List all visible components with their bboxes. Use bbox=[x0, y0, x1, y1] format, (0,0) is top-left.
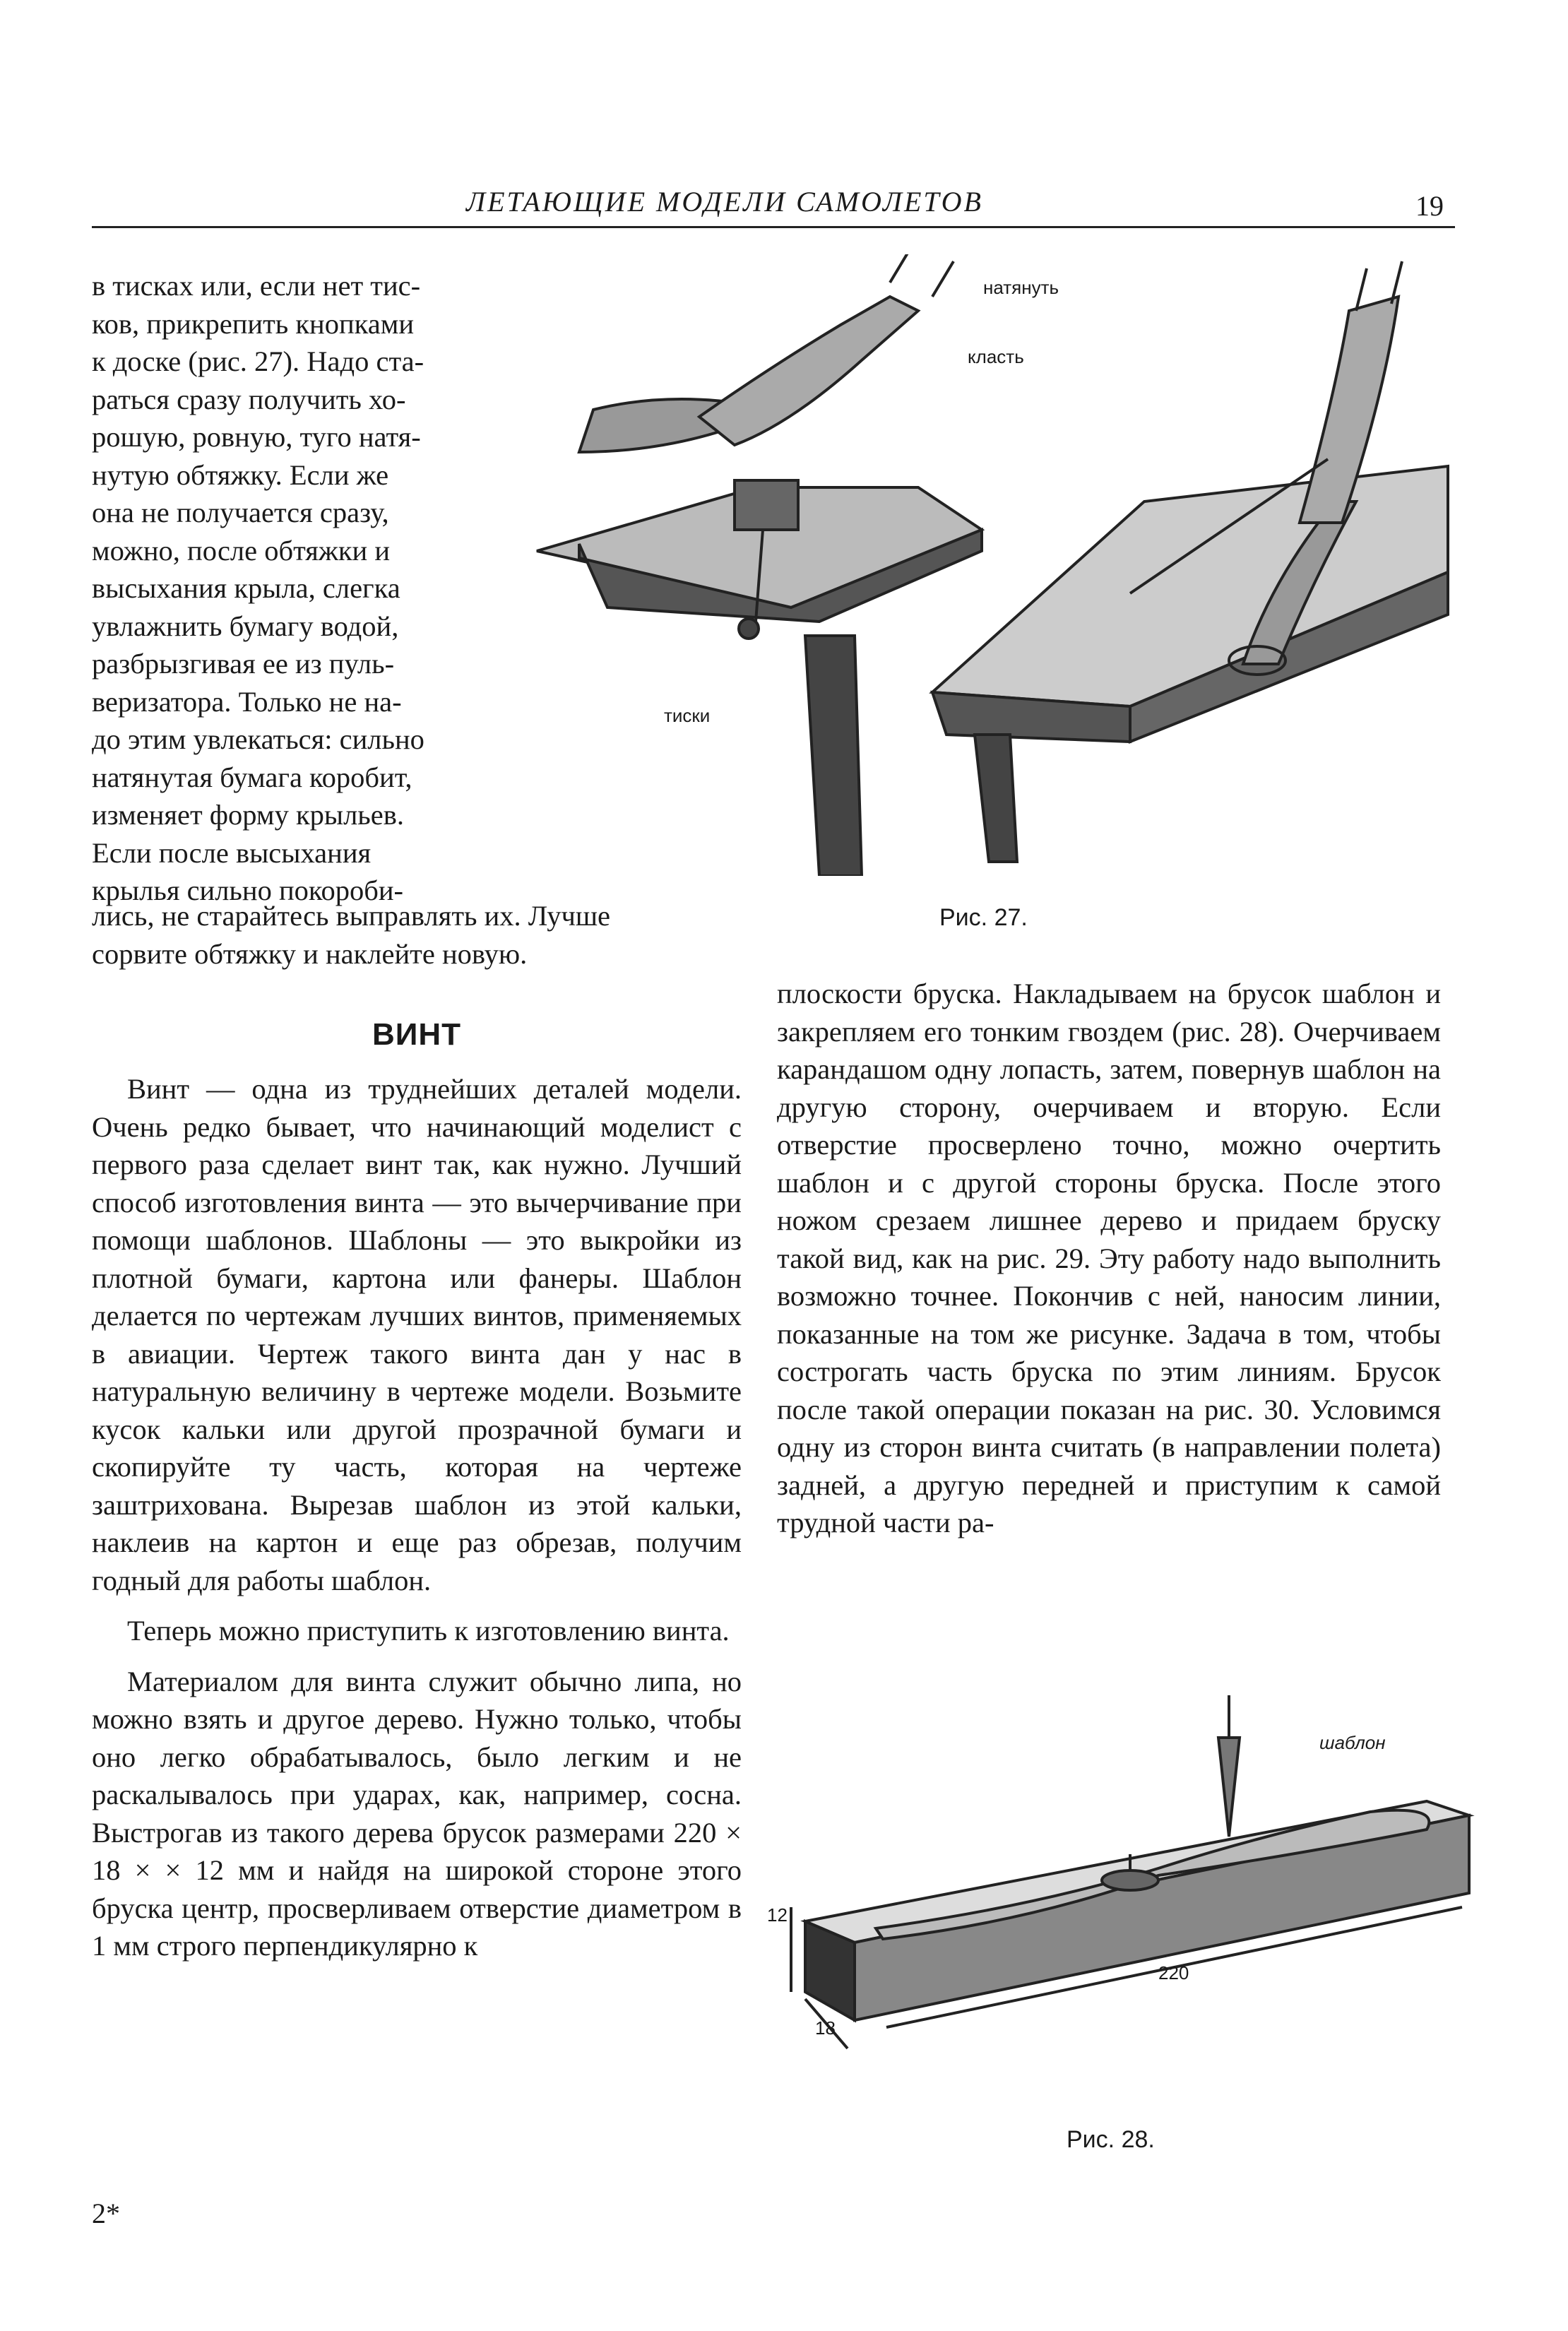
intro-line: до этим увлекаться: сильно bbox=[92, 723, 424, 755]
intro-line: натянутая бумага коробит, bbox=[92, 761, 412, 793]
section-title: ВИНТ bbox=[372, 1017, 462, 1052]
header-rule bbox=[92, 226, 1455, 228]
right-column-text bbox=[777, 975, 1441, 1542]
intro-line: можно, после обтяжки и bbox=[92, 534, 391, 567]
label-length: 220 bbox=[1158, 1962, 1189, 1983]
label-pull: натянуть bbox=[983, 277, 1059, 298]
figure-27-caption: Рис. 27. bbox=[939, 904, 1028, 931]
intro-line: разбрызгивая ее из пуль- bbox=[92, 648, 395, 680]
section-body bbox=[92, 1070, 742, 1978]
intro-line: увлажнить бумагу водой, bbox=[92, 610, 399, 642]
intro-text-wide bbox=[92, 897, 742, 973]
intro-line: веризатора. Только не на- bbox=[92, 685, 402, 718]
intro-line: сорвите обтяжку и наклейте новую. bbox=[92, 937, 528, 970]
paragraph: Винт — одна из труднейших деталей модели. Очень редко бывает, что начинающий моделист с первого раза сделает винт так, как нужно. Лучший способ изготовления винта — это вычерчивание при помощи шаблонов. Шаблоны — это выкройки из плотной бумаги, картона или фанеры. Шаблон делается по чертежам лучших винтов, применяемых в авиации. Чертеж такого винта дан у нас в натуральную величину в чертеже модели. Возьмите кусок кальки или другой прозрачной бумаги и скопируйте ту часть, которая на чертеже заштрихована. Вырезав шаблон из этой кальки, наклеив на картон и еще раз обрезав, получим годный для работы шаблон. bbox=[92, 1073, 742, 1596]
figure-28-caption: Рис. 28. bbox=[1067, 2126, 1155, 2153]
intro-text-narrow bbox=[92, 267, 523, 910]
intro-line: раться сразу получить хо- bbox=[92, 383, 406, 415]
paragraph: плоскости бруска. Накладываем на брусок шаблон и закрепляем его тонким гвоздем (рис. 28). Очерчиваем карандашом одну лопасть, затем, повернув шаблон на другую сторону, очерчиваем и вторую. Если отверстие просверлено точно, можно очертить шаблон и с другой стороны бруска. После этого ножом срезаем лишнее дерево и придаем бруску такой вид, как на рис. 29. Эту работу надо выполнить возможно точнее. Покончив с ней, наносим линии, показанные на том же рисунке. Задача в том, чтобы сострогать часть бруска по этим линиям. Брусок после такой операции показан на рис. 30. Условимся одну из сторон винта считать (в направлении полета) задней, а другую передней и приступим к самой трудной части ра- bbox=[777, 978, 1441, 1538]
label-lay: класть bbox=[968, 346, 1024, 367]
intro-line: Если после высыхания bbox=[92, 836, 372, 869]
running-header: ЛЕТАЮЩИЕ МОДЕЛИ САМОЛЕТОВ bbox=[466, 186, 983, 218]
intro-line: в тисках или, если нет тис- bbox=[92, 270, 421, 302]
intro-line: лись, не старайтесь выправлять их. Лучше bbox=[92, 900, 611, 932]
label-height: 12 bbox=[767, 1904, 788, 1926]
intro-line: изменяет форму крыльев. bbox=[92, 799, 404, 831]
label-width: 18 bbox=[815, 2017, 836, 2039]
figure-28-illustration bbox=[763, 1695, 1497, 2105]
paragraph: Материалом для винта служит обычно липа, но можно взять и другое дерево. Нужно только, чтобы оно легко обрабатывалось, было легким и не раскалывалось при ударах, как, например, сосна. Выстрогав из такого дерева брусок размерами 220 × 18 × × 12 мм и найдя на широкой стороне этого бруска центр, просверливаем отверстие диаметром в 1 мм строго перпендикулярно к bbox=[92, 1665, 742, 1962]
intro-line: крылья сильно покороби- bbox=[92, 874, 404, 906]
label-template: шаблон bbox=[1319, 1732, 1386, 1753]
page-number: 19 bbox=[1415, 190, 1444, 222]
vise-table-drawing bbox=[537, 254, 982, 876]
intro-line: высыхания крыла, слегка bbox=[92, 572, 400, 604]
paragraph: Теперь можно приступить к изготовлению винта. bbox=[127, 1615, 730, 1647]
intro-line: она не получается сразу, bbox=[92, 497, 389, 528]
signature-mark: 2* bbox=[92, 2197, 120, 2229]
intro-line: ков, прикрепить кнопками bbox=[92, 307, 415, 340]
label-vise: тиски bbox=[664, 705, 711, 726]
intro-line: нутую обтяжку. Если же bbox=[92, 458, 389, 491]
intro-line: рошую, ровную, туго натя- bbox=[92, 421, 421, 453]
intro-line: к доске (рис. 27). Надо ста- bbox=[92, 345, 424, 377]
